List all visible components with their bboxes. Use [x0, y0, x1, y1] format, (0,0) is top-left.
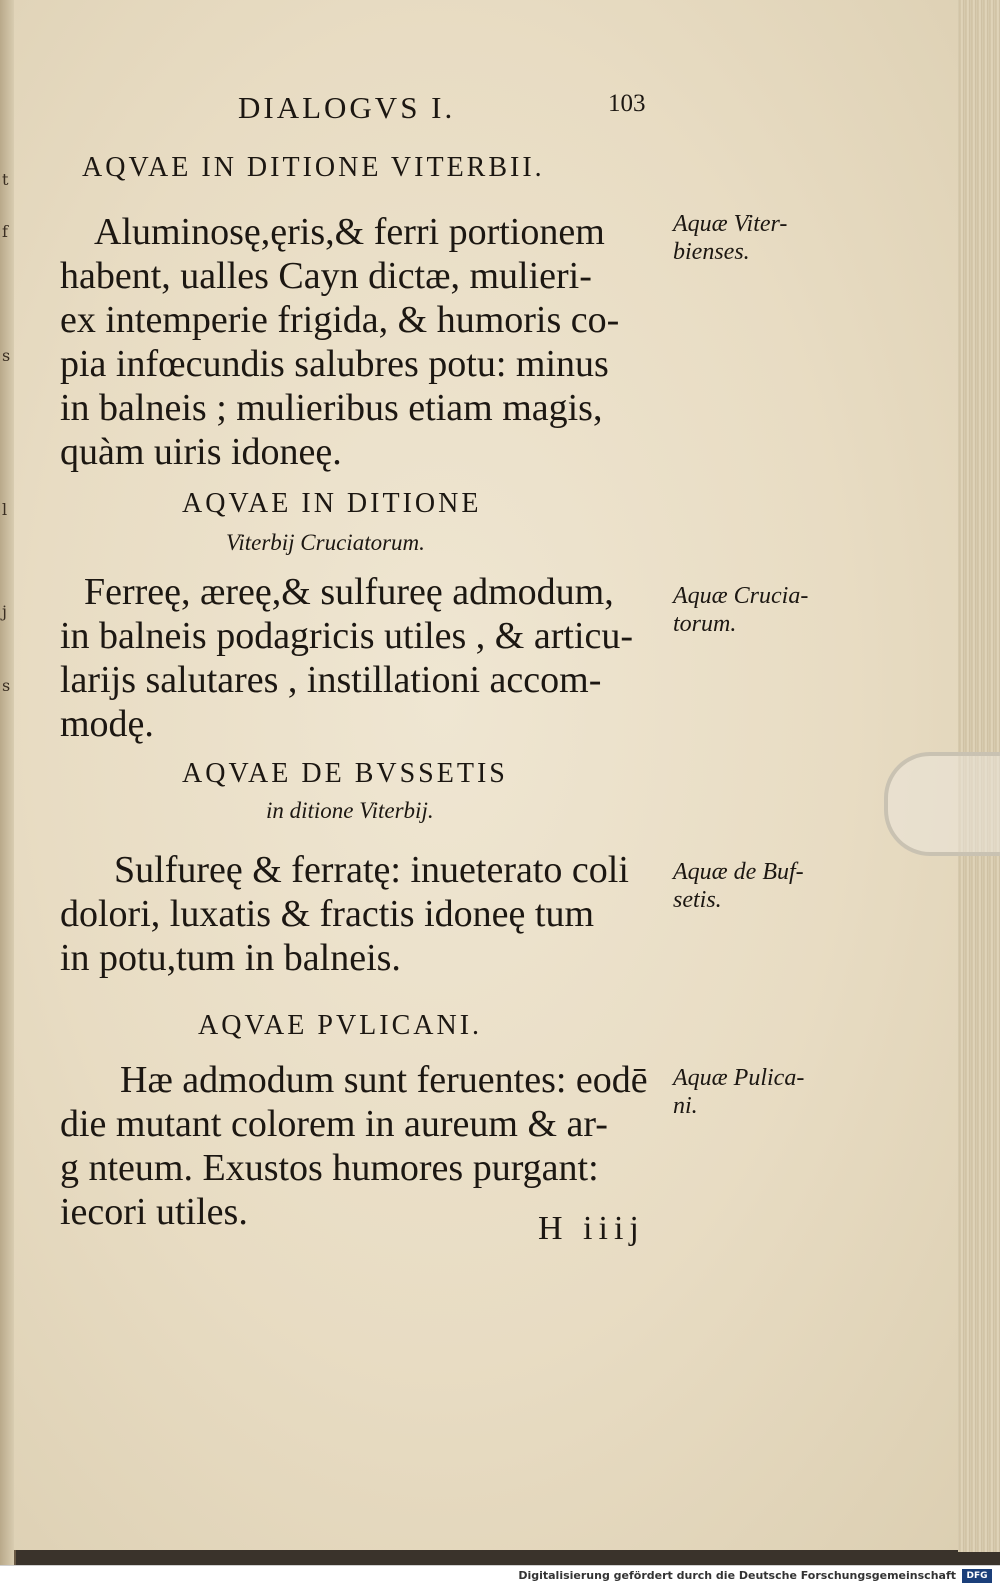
text-line: pia infœcundis salubres potu: minus	[60, 343, 609, 385]
page-text	[60, 80, 960, 1280]
note-line: ni.	[673, 1093, 698, 1119]
marginal-note	[673, 858, 804, 914]
edge-letter: t	[2, 170, 9, 189]
text-line: in potu,tum in balneis.	[60, 937, 401, 979]
text-line: in balneis podagricis utiles , & articu-	[60, 615, 634, 657]
section-heading: AQVAE IN DITIONE	[182, 488, 482, 519]
note-line: Aquæ Pulica-	[673, 1065, 805, 1091]
signature-mark: H iiij	[538, 1210, 645, 1247]
text-line: modę.	[60, 703, 154, 745]
note-line: Aquæ de Buf-	[673, 859, 804, 885]
edge-letter: l	[2, 500, 8, 519]
marginal-note	[673, 582, 808, 638]
section-heading: AQVAE IN DITIONE VITERBII.	[82, 152, 545, 183]
text-line: in balneis ; mulieribus etiam magis,	[60, 387, 603, 429]
section-paragraph	[60, 1058, 660, 1234]
text-line: habent, ualles Cayn dictæ, mulieri-	[60, 255, 592, 297]
marginal-note	[673, 1064, 804, 1120]
page-number: 103	[608, 90, 646, 117]
dfg-logo: DFG	[962, 1569, 992, 1583]
note-line: Aquæ Crucia-	[673, 583, 809, 609]
section-subheading: Viterbij Cruciatorum.	[226, 530, 425, 555]
section-paragraph	[60, 570, 660, 746]
note-line: setis.	[673, 887, 722, 913]
text-line: ex intemperie frigida, & humoris co-	[60, 299, 620, 341]
text-line: quàm uiris idoneę.	[60, 431, 342, 473]
text-line: iecori utiles.	[60, 1191, 248, 1233]
edge-letter: s	[2, 346, 11, 365]
section-heading: AQVAE PVLICANI.	[198, 1010, 483, 1041]
text-line: die mutant colorem in aureum & ar-	[60, 1103, 608, 1145]
note-line: bienses.	[673, 239, 750, 265]
text-line: Ferreę, æreę,& sulfureę admodum,	[84, 571, 614, 613]
section-paragraph	[60, 210, 660, 474]
footer-credit: Digitalisierung gefördert durch die Deutsche Forschungsgemeinschaft	[518, 1569, 956, 1582]
marginal-note	[673, 210, 787, 266]
text-line: Hæ admodum sunt feruentes: eodē	[120, 1059, 648, 1101]
digitization-footer	[0, 1565, 1000, 1587]
text-line: Sulfureę & ferratę: inueterato coli	[114, 849, 629, 891]
section-heading: AQVAE DE BVSSETIS	[182, 758, 508, 789]
edge-letter: f	[2, 222, 8, 241]
text-line: Aluminosę,ęris,& ferri portionem	[94, 211, 605, 253]
section-subheading: in ditione Viterbij.	[266, 798, 434, 823]
section-paragraph	[60, 848, 660, 980]
running-head: DIALOGVS I.	[238, 90, 456, 125]
note-line: Aquæ Viter-	[673, 211, 788, 237]
text-line: larijs salutares , instillationi accom-	[60, 659, 602, 701]
note-line: torum.	[673, 611, 737, 637]
text-line: dolori, luxatis & fractis idoneę tum	[60, 893, 595, 935]
edge-letter: j	[2, 602, 7, 621]
edge-letter: s	[2, 676, 11, 695]
text-line: g nteum. Exustos humores purgant:	[60, 1147, 599, 1189]
